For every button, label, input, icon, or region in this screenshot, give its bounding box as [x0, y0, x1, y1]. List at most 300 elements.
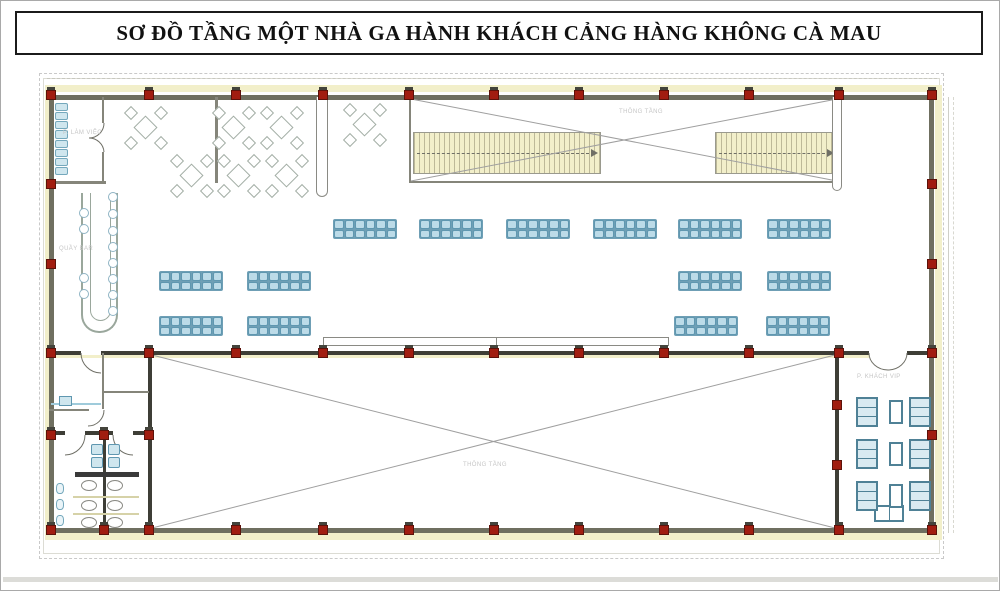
seat — [528, 220, 538, 229]
chair — [154, 136, 168, 150]
bar-stool — [108, 258, 118, 268]
seat — [711, 230, 721, 239]
seat — [799, 317, 809, 326]
chair — [170, 184, 184, 198]
chair — [265, 154, 279, 168]
seat — [799, 327, 809, 336]
chair — [242, 106, 256, 120]
seat — [700, 220, 710, 229]
seat — [334, 220, 344, 229]
service-strip-cell — [55, 112, 68, 120]
waiting-bench — [767, 271, 831, 291]
seat — [560, 230, 570, 239]
seat — [420, 220, 430, 229]
seat — [387, 230, 397, 239]
bar-stool — [79, 224, 89, 234]
seat — [615, 220, 625, 229]
table — [269, 115, 293, 139]
seat — [280, 282, 290, 291]
column — [659, 525, 669, 535]
seat — [290, 317, 300, 326]
seat — [301, 272, 311, 281]
seat — [690, 220, 700, 229]
waiting-bench — [678, 219, 742, 239]
seat — [431, 220, 441, 229]
service-strip-cell — [55, 149, 68, 157]
seat — [732, 272, 742, 281]
column — [318, 525, 328, 535]
seat — [721, 272, 731, 281]
bar-stool — [79, 289, 89, 299]
seat — [269, 272, 279, 281]
seat — [366, 230, 376, 239]
table-divider — [889, 507, 890, 520]
waiting-bench — [766, 316, 830, 336]
seat — [192, 282, 202, 291]
seat — [160, 317, 170, 326]
column — [927, 525, 937, 535]
service-strip-cell — [55, 121, 68, 129]
seat — [768, 220, 778, 229]
seat — [721, 282, 731, 291]
seat — [626, 230, 636, 239]
seat — [441, 220, 451, 229]
label-lower-void: THÔNG TẦNG — [463, 462, 507, 468]
vip-sofa — [909, 397, 931, 427]
chair — [343, 103, 357, 117]
chair — [295, 154, 309, 168]
seat — [202, 272, 212, 281]
seat — [259, 272, 269, 281]
seat — [728, 327, 738, 336]
chair — [124, 136, 138, 150]
seat — [171, 317, 181, 326]
seat — [549, 230, 559, 239]
seat — [700, 230, 710, 239]
seat — [700, 272, 710, 281]
seat — [626, 220, 636, 229]
seat — [820, 317, 830, 326]
vip-sofa — [856, 481, 878, 511]
column — [144, 90, 154, 100]
seat — [507, 220, 517, 229]
chair — [200, 184, 214, 198]
seat — [800, 282, 810, 291]
seat — [700, 282, 710, 291]
vip-table — [889, 484, 903, 508]
chair — [170, 154, 184, 168]
barrier-tick — [496, 338, 497, 345]
seat — [452, 220, 462, 229]
washbasin — [91, 444, 103, 455]
seat — [462, 230, 472, 239]
seat — [707, 327, 717, 336]
washbasin-counter — [75, 472, 139, 477]
seat — [202, 327, 212, 336]
toilet-fixture — [81, 517, 97, 528]
seat — [768, 272, 778, 281]
seat — [290, 282, 300, 291]
seat — [301, 282, 311, 291]
bar-stool — [79, 208, 89, 218]
seat — [732, 282, 742, 291]
chair — [217, 184, 231, 198]
seat — [355, 230, 365, 239]
queue-barrier — [323, 337, 669, 346]
column — [231, 90, 241, 100]
bar-stool — [108, 226, 118, 236]
seat — [788, 327, 798, 336]
seat — [420, 230, 430, 239]
column — [834, 525, 844, 535]
chair — [373, 133, 387, 147]
seat — [821, 282, 831, 291]
seat — [181, 327, 191, 336]
seat — [290, 272, 300, 281]
column — [99, 430, 109, 440]
seat — [821, 230, 831, 239]
seat — [820, 327, 830, 336]
column — [834, 90, 844, 100]
seat — [431, 230, 441, 239]
seat — [462, 220, 472, 229]
seat — [800, 272, 810, 281]
toilet-fixture — [107, 480, 123, 491]
chair — [260, 106, 274, 120]
cafe-table-set — [169, 153, 215, 199]
waiting-bench — [159, 271, 223, 291]
seat — [779, 282, 789, 291]
cafe-table-set — [123, 105, 169, 151]
column — [927, 90, 937, 100]
waiting-bench — [767, 219, 831, 239]
title-text: SƠ ĐỒ TẦNG MỘT NHÀ GA HÀNH KHÁCH CẢNG HÀNG KHÔNG CÀ MAU — [116, 20, 882, 45]
seat — [809, 327, 819, 336]
cafe-table-set — [342, 102, 388, 148]
seat — [810, 282, 820, 291]
bar-stool — [108, 306, 118, 316]
seat — [192, 272, 202, 281]
seat — [202, 282, 212, 291]
chair — [265, 184, 279, 198]
column — [927, 259, 937, 269]
seat — [160, 282, 170, 291]
column — [574, 90, 584, 100]
column — [318, 90, 328, 100]
label-upper-void: THÔNG TẦNG — [619, 109, 663, 115]
seat — [675, 327, 685, 336]
waiting-bench — [333, 219, 397, 239]
urinal-fixture — [56, 483, 64, 494]
column — [404, 525, 414, 535]
column — [144, 525, 154, 535]
cafe-table-set — [264, 153, 310, 199]
chair — [200, 154, 214, 168]
chair — [247, 154, 261, 168]
column — [404, 348, 414, 358]
seat — [707, 317, 717, 326]
column — [46, 179, 56, 189]
seat — [779, 272, 789, 281]
waiting-bench — [506, 219, 570, 239]
seat — [690, 230, 700, 239]
waiting-bench — [674, 316, 738, 336]
seat — [560, 220, 570, 229]
waiting-bench — [247, 316, 311, 336]
column — [927, 179, 937, 189]
seat — [290, 327, 300, 336]
seat — [181, 317, 191, 326]
chair — [212, 136, 226, 150]
seat — [679, 230, 689, 239]
vip-table — [889, 400, 903, 424]
bar-stool — [79, 273, 89, 283]
waiting-bench — [419, 219, 483, 239]
seat — [248, 317, 258, 326]
seat — [259, 317, 269, 326]
seat — [800, 230, 810, 239]
seat — [789, 230, 799, 239]
seat — [301, 327, 311, 336]
seat — [690, 272, 700, 281]
toilet-stall-line-1 — [73, 496, 139, 498]
seat — [549, 220, 559, 229]
seat — [686, 327, 696, 336]
seat — [387, 220, 397, 229]
column — [231, 348, 241, 358]
seat — [605, 220, 615, 229]
seat — [507, 230, 517, 239]
urinal-fixture — [56, 515, 64, 526]
seat — [259, 282, 269, 291]
seat — [789, 272, 799, 281]
cafe-table-set — [216, 153, 262, 199]
seat — [647, 230, 657, 239]
seat — [452, 230, 462, 239]
seat — [711, 282, 721, 291]
cafe-table-set — [259, 105, 305, 151]
service-strip-cell — [55, 158, 68, 166]
column — [744, 90, 754, 100]
seat — [376, 230, 386, 239]
bar-stool — [108, 274, 118, 284]
column — [744, 348, 754, 358]
seat — [647, 220, 657, 229]
seat — [171, 327, 181, 336]
seat — [809, 317, 819, 326]
seat — [810, 230, 820, 239]
vip-sofa — [909, 439, 931, 469]
seat — [280, 327, 290, 336]
column — [744, 525, 754, 535]
label-office-room: P. LÀM VIỆC — [63, 130, 102, 136]
seat — [192, 327, 202, 336]
seat — [679, 282, 689, 291]
label-vip-room: P. KHÁCH VIP — [857, 374, 901, 380]
seat — [539, 220, 549, 229]
seat — [181, 282, 191, 291]
seat — [717, 327, 727, 336]
seat — [160, 272, 170, 281]
vip-sofa — [856, 439, 878, 469]
seat — [767, 317, 777, 326]
column — [46, 430, 56, 440]
seat — [539, 230, 549, 239]
seat — [518, 220, 528, 229]
seat — [248, 327, 258, 336]
table — [179, 163, 203, 187]
chair — [290, 136, 304, 150]
seat — [355, 220, 365, 229]
cafe-partition — [316, 97, 328, 197]
seat — [518, 230, 528, 239]
waiting-bench — [159, 316, 223, 336]
column — [46, 348, 56, 358]
table — [133, 115, 157, 139]
column — [99, 525, 109, 535]
seat — [269, 327, 279, 336]
seat — [732, 230, 742, 239]
seat — [810, 272, 820, 281]
seat — [259, 327, 269, 336]
stair-region-right-partition — [832, 97, 842, 191]
seat — [213, 317, 223, 326]
seat — [181, 272, 191, 281]
seat — [615, 230, 625, 239]
seat — [528, 230, 538, 239]
column — [231, 525, 241, 535]
seat — [248, 282, 258, 291]
seat — [171, 282, 181, 291]
seat — [728, 317, 738, 326]
seat — [334, 230, 344, 239]
seat — [636, 220, 646, 229]
seat — [800, 220, 810, 229]
vip-sofa — [909, 481, 931, 511]
seat — [721, 230, 731, 239]
column — [659, 348, 669, 358]
table — [274, 163, 298, 187]
chair — [242, 136, 256, 150]
seat — [696, 327, 706, 336]
service-strip-cell — [55, 140, 68, 148]
seat — [171, 272, 181, 281]
seat — [473, 230, 483, 239]
column — [834, 348, 844, 358]
seat — [686, 317, 696, 326]
seat — [778, 327, 788, 336]
seat — [192, 317, 202, 326]
service-strip-cell — [55, 167, 68, 175]
seat — [732, 220, 742, 229]
column — [574, 348, 584, 358]
seat — [711, 220, 721, 229]
seat — [213, 282, 223, 291]
seat — [345, 220, 355, 229]
washbasin — [108, 457, 120, 468]
seat — [778, 317, 788, 326]
column — [46, 259, 56, 269]
column — [46, 525, 56, 535]
washbasin — [108, 444, 120, 455]
label-bar-counter: QUẦY BAR — [59, 246, 94, 252]
chair — [124, 106, 138, 120]
column — [659, 90, 669, 100]
washbasin — [91, 457, 103, 468]
vip-sofa — [856, 397, 878, 427]
seat — [717, 317, 727, 326]
column — [574, 525, 584, 535]
chair — [295, 184, 309, 198]
seat — [441, 230, 451, 239]
waiting-bench — [593, 219, 657, 239]
seat — [301, 317, 311, 326]
bar-stool — [108, 192, 118, 202]
seat — [696, 317, 706, 326]
table — [352, 112, 376, 136]
seat — [594, 230, 604, 239]
seat — [345, 230, 355, 239]
seat — [675, 317, 685, 326]
toilet-stall-line-2 — [73, 513, 139, 515]
bar-stool — [108, 242, 118, 252]
chair — [212, 106, 226, 120]
waiting-bench — [247, 271, 311, 291]
seat — [280, 317, 290, 326]
chair — [343, 133, 357, 147]
seat — [810, 220, 820, 229]
column — [318, 348, 328, 358]
seat — [788, 317, 798, 326]
bar-stool — [108, 209, 118, 219]
waiting-bench — [678, 271, 742, 291]
chair — [154, 106, 168, 120]
chair — [373, 103, 387, 117]
seat — [711, 272, 721, 281]
seat — [789, 220, 799, 229]
seat — [767, 327, 777, 336]
seat — [779, 230, 789, 239]
seat — [690, 282, 700, 291]
column — [927, 430, 937, 440]
seat — [821, 220, 831, 229]
seat — [768, 282, 778, 291]
seat — [721, 220, 731, 229]
seat — [789, 282, 799, 291]
bar-stool — [108, 290, 118, 300]
column — [927, 348, 937, 358]
column — [46, 90, 56, 100]
seat — [779, 220, 789, 229]
chair — [290, 106, 304, 120]
urinal-fixture — [56, 499, 64, 510]
toilet-fixture — [107, 517, 123, 528]
seat — [269, 317, 279, 326]
seat — [160, 327, 170, 336]
chair — [247, 184, 261, 198]
seat — [202, 317, 212, 326]
toilet-fixture — [107, 500, 123, 511]
seat — [269, 282, 279, 291]
seat — [679, 220, 689, 229]
seat — [248, 272, 258, 281]
column — [489, 90, 499, 100]
column — [404, 90, 414, 100]
seat — [605, 230, 615, 239]
seat — [821, 272, 831, 281]
vip-table — [889, 442, 903, 466]
seat — [213, 272, 223, 281]
